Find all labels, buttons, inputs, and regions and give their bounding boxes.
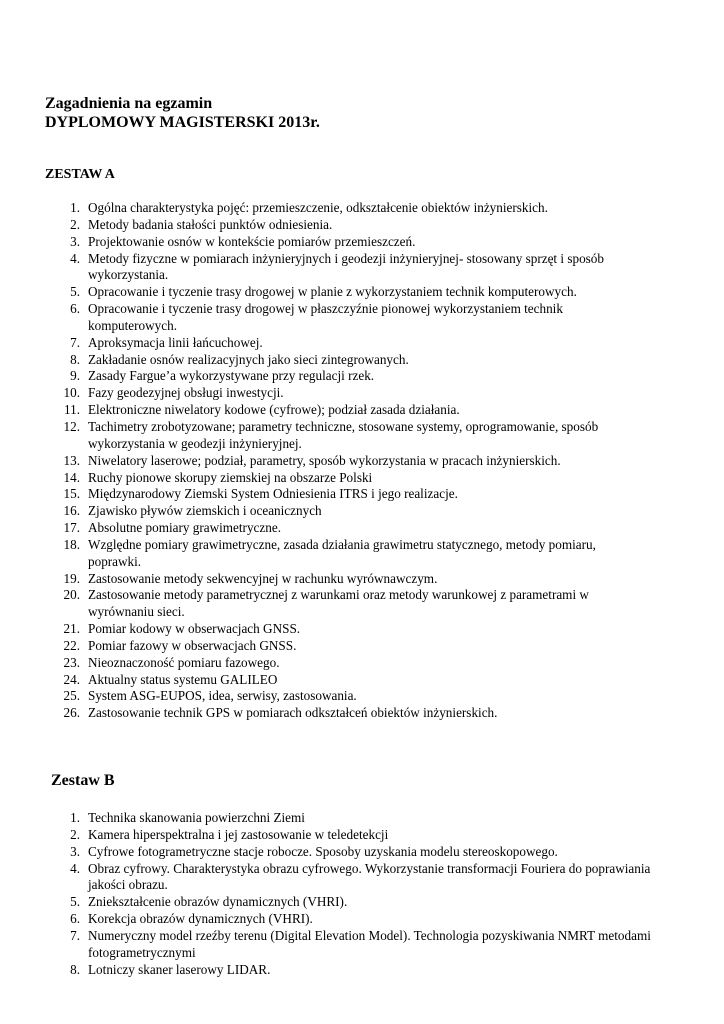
list-item (0, 672, 648, 689)
list-item-text: Cyfrowe fotogrametryczne stacje robocze. Sposoby uzyskania modelu stereoskopowego. (88, 843, 558, 859)
list-item-text: Ruchy pionowe skorupy ziemskiej na obszarze Polski (88, 469, 373, 485)
section-a-list (0, 200, 724, 722)
list-item-text: Nieoznaczoność pomiaru fazowego. (88, 654, 280, 670)
list-item (0, 928, 658, 962)
list-item-number: 12. (63, 418, 80, 434)
list-item (0, 962, 658, 979)
list-item-text: Opracowanie i tyczenie trasy drogowej w płaszczyźnie pionowej wykorzystaniem technik komputerowych. (88, 301, 563, 333)
list-item (0, 894, 658, 911)
list-item-text: Metody fizyczne w pomiarach inżynieryjnych i geodezji inżynieryjnej- stosowany sprzęt i sposób wykorzystania. (88, 250, 604, 283)
list-item-number: 7. (70, 334, 80, 350)
list-item (0, 217, 648, 234)
list-item-text: Zasady Fargue’a wykorzystywane przy regulacji rzek. (88, 368, 375, 384)
list-item-number: 9. (70, 368, 80, 384)
list-item-text: Metody badania stałości punktów odniesienia. (88, 216, 333, 232)
list-item-number: 5. (70, 284, 80, 300)
list-item-number: 4. (70, 250, 80, 266)
list-item-text: Międzynarodowy Ziemski System Odniesienia ITRS i jego realizacje. (88, 486, 458, 502)
list-item (0, 453, 648, 470)
list-item (0, 234, 648, 251)
document-title-line-2: DYPLOMOWY MAGISTERSKI 2013r. (45, 114, 320, 131)
list-item-number: 23. (63, 654, 80, 670)
list-item-text: Numeryczny model rzeźby terenu (Digital Elevation Model). Technologia pozyskiwania NMRT metodami fotogrametrycznymi (88, 927, 651, 960)
list-item (0, 284, 648, 301)
list-item-text: Zakładanie osnów realizacyjnych jako sieci zintegrowanych. (88, 351, 409, 367)
list-item-text: Korekcja obrazów dynamicznych (VHRI). (88, 911, 313, 927)
list-item-number: 10. (63, 385, 80, 401)
list-item-number: 16. (63, 503, 80, 519)
list-item-number: 15. (63, 486, 80, 502)
section-b-heading: Zestaw B (51, 772, 115, 789)
list-item-text: Opracowanie i tyczenie trasy drogowej w planie z wykorzystaniem technik komputerowych. (88, 284, 577, 300)
list-item-text: Zastosowanie technik GPS w pomiarach odkształceń obiektów inżynierskich. (88, 705, 498, 721)
list-item (0, 352, 648, 369)
section-a-heading: ZESTAW A (45, 167, 115, 182)
section-b-list (0, 810, 724, 978)
list-item-number: 20. (63, 587, 80, 603)
list-item (0, 503, 648, 520)
list-item (0, 368, 648, 385)
list-item-number: 2. (70, 216, 80, 232)
list-item (0, 335, 648, 352)
list-item-number: 3. (70, 233, 80, 249)
list-item-text: Pomiar fazowy w obserwacjach GNSS. (88, 637, 297, 653)
list-item-number: 26. (63, 705, 80, 721)
list-item (0, 251, 648, 285)
list-item (0, 470, 648, 487)
list-item-text: Fazy geodezyjnej obsługi inwestycji. (88, 385, 284, 401)
list-item (0, 419, 648, 453)
list-item-text: Aktualny status systemu GALILEO (88, 671, 278, 687)
list-item (0, 537, 648, 571)
list-item-number: 2. (70, 826, 80, 842)
list-item (0, 844, 658, 861)
list-item-number: 1. (70, 200, 80, 215)
list-item-text: Względne pomiary grawimetryczne, zasada działania grawimetru statycznego, metody pomiaru, poprawki. (88, 536, 596, 569)
list-item-text: Obraz cyfrowy. Charakterystyka obrazu cyfrowego. Wykorzystanie transformacji Fouriera do poprawiania jakości obrazu. (88, 860, 651, 893)
list-item-text: Niwelatory laserowe; podział, parametry, sposób wykorzystania w pracach inżynierskich. (88, 452, 561, 468)
document-title-line-1: Zagadnienia na egzamin (45, 95, 213, 112)
list-item-number: 14. (63, 469, 80, 485)
list-item-text: Zastosowanie metody parametrycznej z warunkami oraz metody warunkowej z parametrami w wyrównaniu sieci. (88, 587, 589, 620)
list-item-number: 6. (70, 301, 80, 317)
list-item (0, 301, 648, 335)
list-item-text: Elektroniczne niwelatory kodowe (cyfrowe); podział zasada działania. (88, 402, 460, 418)
list-item (0, 861, 658, 895)
list-item-text: Tachimetry zrobotyzowane; parametry techniczne, stosowane systemy, oprogramowanie, sposób wykorzystania w geodezji inżynieryjnej. (88, 418, 599, 451)
list-item-number: 6. (70, 911, 80, 927)
list-item-number: 24. (63, 671, 80, 687)
list-item-text: Kamera hiperspektralna i jej zastosowanie w teledetekcji (88, 826, 389, 842)
list-item-number: 18. (63, 536, 80, 552)
list-item-number: 22. (63, 637, 80, 653)
list-item (0, 486, 648, 503)
list-item (0, 385, 648, 402)
list-item-text: Aproksymacja linii łańcuchowej. (88, 334, 263, 350)
list-item-text: Zjawisko pływów ziemskich i oceanicznych (88, 503, 322, 519)
list-item-number: 8. (70, 961, 80, 977)
list-item (0, 810, 658, 827)
list-item (0, 621, 648, 638)
list-item-text: Projektowanie osnów w kontekście pomiarów przemieszczeń. (88, 233, 416, 249)
list-item-text: Ogólna charakterystyka pojęć: przemieszczenie, odkształcenie obiektów inżynierskich. (88, 200, 548, 215)
list-item (0, 402, 648, 419)
list-item (0, 587, 648, 621)
list-item (0, 520, 648, 537)
list-item-number: 11. (64, 402, 80, 418)
list-item-text: Pomiar kodowy w obserwacjach GNSS. (88, 621, 301, 637)
list-item (0, 705, 648, 722)
list-item-number: 25. (63, 688, 80, 704)
list-item-text: Technika skanowania powierzchni Ziemi (88, 810, 305, 825)
list-item (0, 200, 648, 217)
list-item-number: 4. (70, 860, 80, 876)
list-item-number: 3. (70, 843, 80, 859)
list-item (0, 827, 658, 844)
list-item-number: 7. (70, 927, 80, 943)
list-item-number: 8. (70, 351, 80, 367)
list-item-text: Zniekształcenie obrazów dynamicznych (VHRI). (88, 894, 348, 910)
list-item-text: Zastosowanie metody sekwencyjnej w rachunku wyrównawczym. (88, 570, 438, 586)
list-item-number: 5. (70, 894, 80, 910)
list-item-number: 1. (70, 810, 80, 825)
list-item (0, 688, 648, 705)
list-item-number: 13. (63, 452, 80, 468)
list-item (0, 655, 648, 672)
list-item-number: 21. (63, 621, 80, 637)
list-item-number: 19. (63, 570, 80, 586)
list-item (0, 638, 648, 655)
list-item (0, 911, 658, 928)
list-item (0, 571, 648, 588)
list-item-text: System ASG-EUPOS, idea, serwisy, zastosowania. (88, 688, 357, 704)
list-item-number: 17. (63, 520, 80, 536)
list-item-text: Absolutne pomiary grawimetryczne. (88, 520, 281, 536)
list-item-text: Lotniczy skaner laserowy LIDAR. (88, 961, 271, 977)
